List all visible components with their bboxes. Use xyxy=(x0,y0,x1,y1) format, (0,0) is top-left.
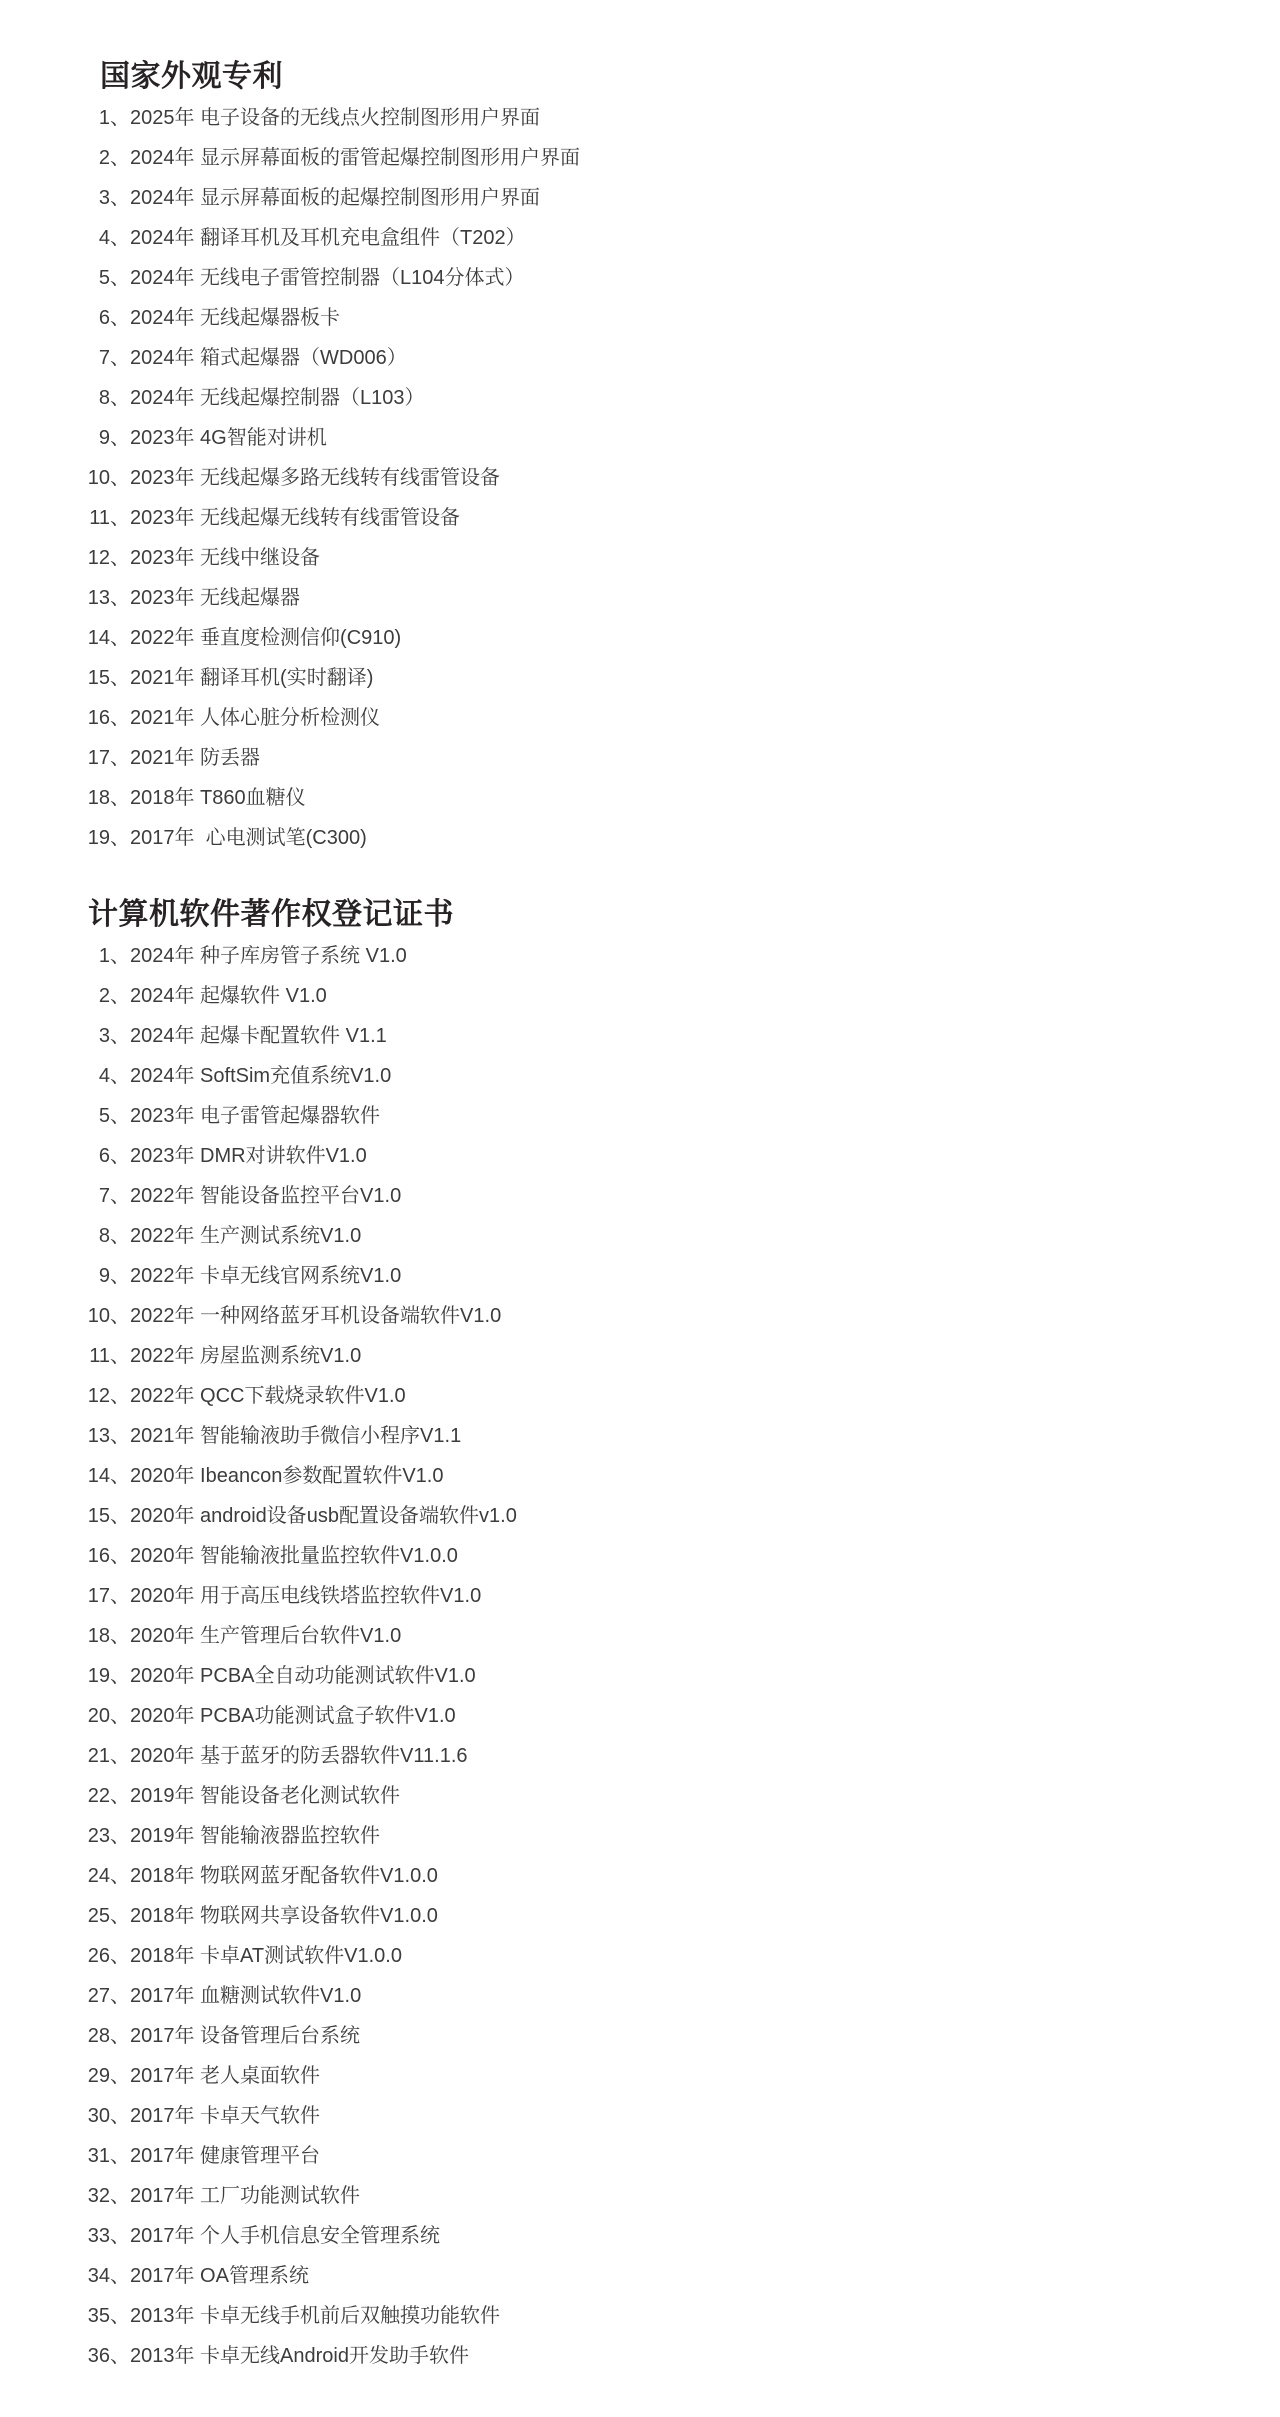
item-number: 13、 xyxy=(87,1425,130,1447)
list-item xyxy=(40,298,1260,338)
item-number: 3、 xyxy=(98,187,130,209)
list-item xyxy=(40,1096,1260,1136)
item-text: 2023年 电子雷管起爆器软件 xyxy=(130,1105,381,1127)
list-item xyxy=(40,578,1260,618)
item-text: 2024年 SoftSim充值系统V1.0 xyxy=(130,1065,392,1087)
item-number: 4、 xyxy=(98,1065,130,1087)
item-number: 14、 xyxy=(87,1465,130,1487)
list-item xyxy=(40,936,1260,976)
list-item xyxy=(40,2256,1260,2296)
list-item xyxy=(40,98,1260,138)
item-text: 2020年 智能输液批量监控软件V1.0.0 xyxy=(130,1545,458,1567)
item-text: 2024年 箱式起爆器（WD006） xyxy=(130,347,407,369)
list-item xyxy=(40,2136,1260,2176)
item-number: 21、 xyxy=(87,1745,130,1767)
item-text: 2024年 无线起爆器板卡 xyxy=(130,307,341,329)
item-number: 35、 xyxy=(87,2305,130,2327)
item-text: 2023年 无线起爆器 xyxy=(130,587,301,609)
item-number: 19、 xyxy=(87,1665,130,1687)
item-number: 10、 xyxy=(87,1305,130,1327)
list-item xyxy=(40,178,1260,218)
item-number: 8、 xyxy=(98,387,130,409)
item-number: 18、 xyxy=(87,787,130,809)
item-number: 5、 xyxy=(98,1105,130,1127)
list-item xyxy=(40,1256,1260,1296)
item-text: 2021年 防丢器 xyxy=(130,747,261,769)
list-item xyxy=(40,1896,1260,1936)
item-text: 2017年 血糖测试软件V1.0 xyxy=(130,1985,362,2007)
list-item xyxy=(40,1336,1260,1376)
item-number: 2、 xyxy=(98,147,130,169)
item-number: 17、 xyxy=(87,747,130,769)
list-item xyxy=(40,2016,1260,2056)
item-text: 2024年 显示屏幕面板的起爆控制图形用户界面 xyxy=(130,187,541,209)
item-number: 17、 xyxy=(87,1585,130,1607)
item-number: 12、 xyxy=(87,547,130,569)
item-text: 2018年 T860血糖仪 xyxy=(130,787,306,809)
item-number: 1、 xyxy=(98,945,130,967)
item-number: 34、 xyxy=(87,2265,130,2287)
item-text: 2022年 生产测试系统V1.0 xyxy=(130,1225,362,1247)
item-number: 22、 xyxy=(87,1785,130,1807)
list-item xyxy=(40,1816,1260,1856)
item-number: 27、 xyxy=(87,1985,130,2007)
item-text: 2023年 无线起爆无线转有线雷管设备 xyxy=(130,507,461,529)
item-text: 2020年 生产管理后台软件V1.0 xyxy=(130,1625,402,1647)
item-number: 14、 xyxy=(87,627,130,649)
item-number: 16、 xyxy=(87,1545,130,1567)
list-item xyxy=(40,1376,1260,1416)
item-text: 2013年 卡卓无线手机前后双触摸功能软件 xyxy=(130,2305,501,2327)
item-text: 2023年 无线起爆多路无线转有线雷管设备 xyxy=(130,467,501,489)
item-number: 26、 xyxy=(87,1945,130,1967)
item-text: 2018年 物联网蓝牙配备软件V1.0.0 xyxy=(130,1865,438,1887)
item-number: 11、 xyxy=(89,1345,130,1367)
item-text: 2020年 用于高压电线铁塔监控软件V1.0 xyxy=(130,1585,482,1607)
item-text: 2021年 翻译耳机(实时翻译) xyxy=(130,667,374,689)
item-number: 36、 xyxy=(87,2345,130,2367)
item-number: 25、 xyxy=(87,1905,130,1927)
list-item xyxy=(40,138,1260,178)
item-number: 20、 xyxy=(87,1705,130,1727)
item-number: 33、 xyxy=(87,2225,130,2247)
item-text: 2017年 健康管理平台 xyxy=(130,2145,321,2167)
item-number: 28、 xyxy=(87,2025,130,2047)
item-number: 10、 xyxy=(87,467,130,489)
item-number: 4、 xyxy=(98,227,130,249)
list-item xyxy=(40,2296,1260,2336)
list-item xyxy=(40,1936,1260,1976)
item-text: 2024年 无线电子雷管控制器（L104分体式） xyxy=(130,267,525,289)
item-text: 2020年 PCBA功能测试盒子软件V1.0 xyxy=(130,1705,456,1727)
item-number: 6、 xyxy=(98,1145,130,1167)
list-item xyxy=(40,1216,1260,1256)
item-text: 2024年 种子库房管子系统 V1.0 xyxy=(130,945,407,967)
item-text: 2017年 工厂功能测试软件 xyxy=(130,2185,361,2207)
item-text: 2025年 电子设备的无线点火控制图形用户界面 xyxy=(130,107,541,129)
list-item xyxy=(40,378,1260,418)
item-text: 2017年 个人手机信息安全管理系统 xyxy=(130,2225,441,2247)
item-number: 3、 xyxy=(98,1025,130,1047)
item-text: 2018年 物联网共享设备软件V1.0.0 xyxy=(130,1905,438,1927)
list-item xyxy=(40,818,1260,858)
list-item xyxy=(40,1656,1260,1696)
list-item xyxy=(40,1176,1260,1216)
list-item xyxy=(40,1496,1260,1536)
list-item xyxy=(40,1416,1260,1456)
item-number: 30、 xyxy=(87,2105,130,2127)
item-number: 31、 xyxy=(87,2145,130,2167)
item-text: 2017年 OA管理系统 xyxy=(130,2265,309,2287)
item-text: 2020年 PCBA全自动功能测试软件V1.0 xyxy=(130,1665,476,1687)
item-text: 2022年 QCC下载烧录软件V1.0 xyxy=(130,1385,406,1407)
item-number: 5、 xyxy=(98,267,130,289)
item-number: 13、 xyxy=(87,587,130,609)
item-number: 9、 xyxy=(98,427,130,449)
item-text: 2022年 智能设备监控平台V1.0 xyxy=(130,1185,402,1207)
item-text: 2017年 卡卓天气软件 xyxy=(130,2105,321,2127)
item-text: 2024年 起爆软件 V1.0 xyxy=(130,985,327,1007)
list-item xyxy=(40,618,1260,658)
list-item xyxy=(40,1976,1260,2016)
item-number: 9、 xyxy=(98,1265,130,1287)
item-text: 2020年 android设备usb配置设备端软件v1.0 xyxy=(130,1505,517,1527)
item-number: 2、 xyxy=(98,985,130,1007)
list-item xyxy=(40,218,1260,258)
item-text: 2017年 设备管理后台系统 xyxy=(130,2025,361,2047)
list-item xyxy=(40,778,1260,818)
section-title: 计算机软件著作权登记证书 xyxy=(88,898,454,931)
item-text: 2024年 起爆卡配置软件 V1.1 xyxy=(130,1025,387,1047)
item-text: 2022年 一种网络蓝牙耳机设备端软件V1.0 xyxy=(130,1305,502,1327)
list-item xyxy=(40,458,1260,498)
item-number: 11、 xyxy=(89,507,130,529)
document-section xyxy=(40,59,1260,858)
item-number: 18、 xyxy=(87,1625,130,1647)
item-number: 1、 xyxy=(98,107,130,129)
list-item xyxy=(40,698,1260,738)
item-number: 16、 xyxy=(87,707,130,729)
item-text: 2024年 翻译耳机及耳机充电盒组件（T202） xyxy=(130,227,526,249)
item-number: 23、 xyxy=(87,1825,130,1847)
list-item xyxy=(40,338,1260,378)
list-item xyxy=(40,1736,1260,1776)
list-item xyxy=(40,738,1260,778)
list-item xyxy=(40,258,1260,298)
item-text: 2022年 卡卓无线官网系统V1.0 xyxy=(130,1265,402,1287)
list-item xyxy=(40,2096,1260,2136)
list-item xyxy=(40,1616,1260,1656)
list-item xyxy=(40,658,1260,698)
item-number: 12、 xyxy=(87,1385,130,1407)
item-number: 8、 xyxy=(98,1225,130,1247)
list-item xyxy=(40,1536,1260,1576)
item-text: 2022年 房屋监测系统V1.0 xyxy=(130,1345,362,1367)
item-number: 29、 xyxy=(87,2065,130,2087)
patent-copyright-document xyxy=(40,59,1260,2376)
list-item xyxy=(40,498,1260,538)
section-item-list xyxy=(40,936,1260,2376)
item-text: 2020年 Ibeancon参数配置软件V1.0 xyxy=(130,1465,444,1487)
list-item xyxy=(40,1136,1260,1176)
item-text: 2019年 智能设备老化测试软件 xyxy=(130,1785,401,1807)
list-item xyxy=(40,976,1260,1016)
item-number: 15、 xyxy=(87,1505,130,1527)
item-text: 2023年 无线中继设备 xyxy=(130,547,321,569)
list-item xyxy=(40,418,1260,458)
list-item xyxy=(40,1776,1260,1816)
item-text: 2024年 无线起爆控制器（L103） xyxy=(130,387,425,409)
item-text: 2018年 卡卓AT测试软件V1.0.0 xyxy=(130,1945,402,1967)
item-text: 2023年 4G智能对讲机 xyxy=(130,427,327,449)
list-item xyxy=(40,2216,1260,2256)
list-item xyxy=(40,1856,1260,1896)
list-item xyxy=(40,1296,1260,1336)
item-text: 2020年 基于蓝牙的防丢器软件V11.1.6 xyxy=(130,1745,468,1767)
list-item xyxy=(40,2176,1260,2216)
item-text: 2022年 垂直度检测信仰(C910) xyxy=(130,627,402,649)
list-item xyxy=(40,1696,1260,1736)
item-number: 6、 xyxy=(98,307,130,329)
item-number: 24、 xyxy=(87,1865,130,1887)
item-number: 7、 xyxy=(98,1185,130,1207)
list-item xyxy=(40,2336,1260,2376)
item-number: 7、 xyxy=(98,347,130,369)
item-text: 2021年 智能输液助手微信小程序V1.1 xyxy=(130,1425,462,1447)
document-section xyxy=(40,897,1260,2376)
item-number: 19、 xyxy=(87,827,130,849)
item-text: 2021年 人体心脏分析检测仪 xyxy=(130,707,381,729)
list-item xyxy=(40,1456,1260,1496)
section-item-list xyxy=(40,98,1260,858)
item-text: 2017年 心电测试笔(C300) xyxy=(130,827,367,849)
list-item xyxy=(40,2056,1260,2096)
list-item xyxy=(40,1056,1260,1096)
item-number: 15、 xyxy=(87,667,130,689)
item-number: 32、 xyxy=(87,2185,130,2207)
item-text: 2017年 老人桌面软件 xyxy=(130,2065,321,2087)
item-text: 2019年 智能输液器监控软件 xyxy=(130,1825,381,1847)
list-item xyxy=(40,1576,1260,1616)
item-text: 2024年 显示屏幕面板的雷管起爆控制图形用户界面 xyxy=(130,147,581,169)
list-item xyxy=(40,1016,1260,1056)
item-text: 2023年 DMR对讲软件V1.0 xyxy=(130,1145,367,1167)
list-item xyxy=(40,538,1260,578)
item-text: 2013年 卡卓无线Android开发助手软件 xyxy=(130,2345,469,2367)
section-title: 国家外观专利 xyxy=(100,60,283,93)
